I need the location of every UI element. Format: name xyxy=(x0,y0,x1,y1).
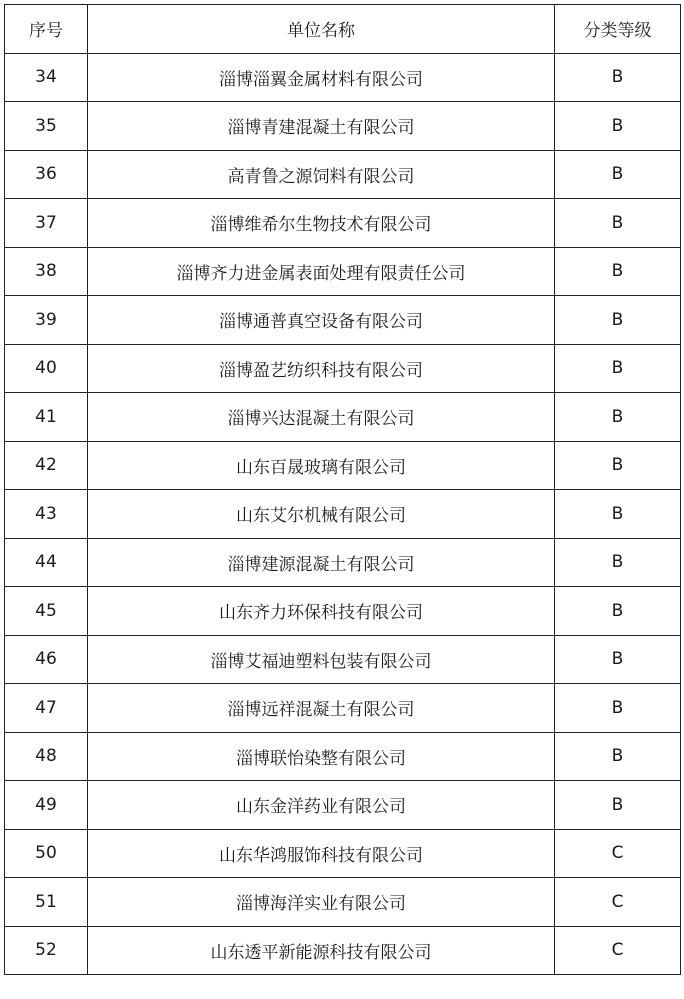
cell-serial-number: 52 xyxy=(5,926,88,975)
table-row xyxy=(5,587,681,636)
table-header-row xyxy=(5,5,681,54)
cell-grade: B xyxy=(555,199,681,248)
cell-serial-number: 41 xyxy=(5,393,88,442)
cell-company-name: 淄博通普真空设备有限公司 xyxy=(88,296,555,345)
table-row xyxy=(5,635,681,684)
cell-company-name: 高青鲁之源饲料有限公司 xyxy=(88,150,555,199)
table-row xyxy=(5,781,681,830)
cell-company-name: 淄博联怡染整有限公司 xyxy=(88,732,555,781)
cell-serial-number: 42 xyxy=(5,441,88,490)
cell-company-name: 淄博维希尔生物技术有限公司 xyxy=(88,199,555,248)
table-row xyxy=(5,53,681,102)
cell-grade: B xyxy=(555,247,681,296)
cell-serial-number: 38 xyxy=(5,247,88,296)
cell-company-name: 山东百晟玻璃有限公司 xyxy=(88,441,555,490)
cell-serial-number: 40 xyxy=(5,344,88,393)
table-row xyxy=(5,538,681,587)
cell-company-name: 山东透平新能源科技有限公司 xyxy=(88,926,555,975)
cell-serial-number: 51 xyxy=(5,878,88,927)
table-row xyxy=(5,829,681,878)
cell-company-name: 淄博淄翼金属材料有限公司 xyxy=(88,53,555,102)
cell-serial-number: 46 xyxy=(5,635,88,684)
table-row xyxy=(5,926,681,975)
cell-company-name: 淄博艾福迪塑料包装有限公司 xyxy=(88,635,555,684)
table-body xyxy=(5,53,681,975)
cell-grade: B xyxy=(555,490,681,539)
cell-grade: B xyxy=(555,538,681,587)
cell-company-name: 淄博青建混凝土有限公司 xyxy=(88,102,555,151)
cell-grade: B xyxy=(555,587,681,636)
cell-company-name: 山东金洋药业有限公司 xyxy=(88,781,555,830)
cell-grade: B xyxy=(555,441,681,490)
cell-company-name: 淄博齐力进金属表面处理有限责任公司 xyxy=(88,247,555,296)
table-row xyxy=(5,102,681,151)
header-company-name: 单位名称 xyxy=(88,5,555,54)
cell-serial-number: 45 xyxy=(5,587,88,636)
table-row xyxy=(5,247,681,296)
cell-company-name: 淄博海洋实业有限公司 xyxy=(88,878,555,927)
table-row xyxy=(5,199,681,248)
cell-company-name: 淄博盈艺纺织科技有限公司 xyxy=(88,344,555,393)
table-row xyxy=(5,441,681,490)
cell-grade: B xyxy=(555,684,681,733)
cell-company-name: 淄博建源混凝土有限公司 xyxy=(88,538,555,587)
cell-company-name: 淄博远祥混凝土有限公司 xyxy=(88,684,555,733)
table-row xyxy=(5,150,681,199)
cell-serial-number: 44 xyxy=(5,538,88,587)
table-row xyxy=(5,878,681,927)
cell-serial-number: 39 xyxy=(5,296,88,345)
cell-grade: C xyxy=(555,926,681,975)
table-row xyxy=(5,393,681,442)
cell-grade: B xyxy=(555,296,681,345)
cell-company-name: 山东齐力环保科技有限公司 xyxy=(88,587,555,636)
cell-company-name: 山东华鸿服饰科技有限公司 xyxy=(88,829,555,878)
cell-serial-number: 34 xyxy=(5,53,88,102)
cell-company-name: 淄博兴达混凝土有限公司 xyxy=(88,393,555,442)
cell-grade: B xyxy=(555,732,681,781)
cell-grade: C xyxy=(555,878,681,927)
cell-grade: B xyxy=(555,393,681,442)
cell-serial-number: 35 xyxy=(5,102,88,151)
cell-serial-number: 43 xyxy=(5,490,88,539)
header-grade: 分类等级 xyxy=(555,5,681,54)
enterprise-grade-table xyxy=(4,4,681,975)
cell-grade: B xyxy=(555,781,681,830)
cell-grade: B xyxy=(555,150,681,199)
cell-serial-number: 47 xyxy=(5,684,88,733)
cell-serial-number: 36 xyxy=(5,150,88,199)
cell-grade: B xyxy=(555,635,681,684)
cell-grade: C xyxy=(555,829,681,878)
cell-company-name: 山东艾尔机械有限公司 xyxy=(88,490,555,539)
cell-grade: B xyxy=(555,53,681,102)
cell-serial-number: 49 xyxy=(5,781,88,830)
header-serial-number: 序号 xyxy=(5,5,88,54)
cell-serial-number: 37 xyxy=(5,199,88,248)
cell-serial-number: 48 xyxy=(5,732,88,781)
cell-grade: B xyxy=(555,344,681,393)
table-row xyxy=(5,296,681,345)
table-row xyxy=(5,490,681,539)
cell-grade: B xyxy=(555,102,681,151)
table-row xyxy=(5,684,681,733)
table-row xyxy=(5,344,681,393)
cell-serial-number: 50 xyxy=(5,829,88,878)
table-row xyxy=(5,732,681,781)
